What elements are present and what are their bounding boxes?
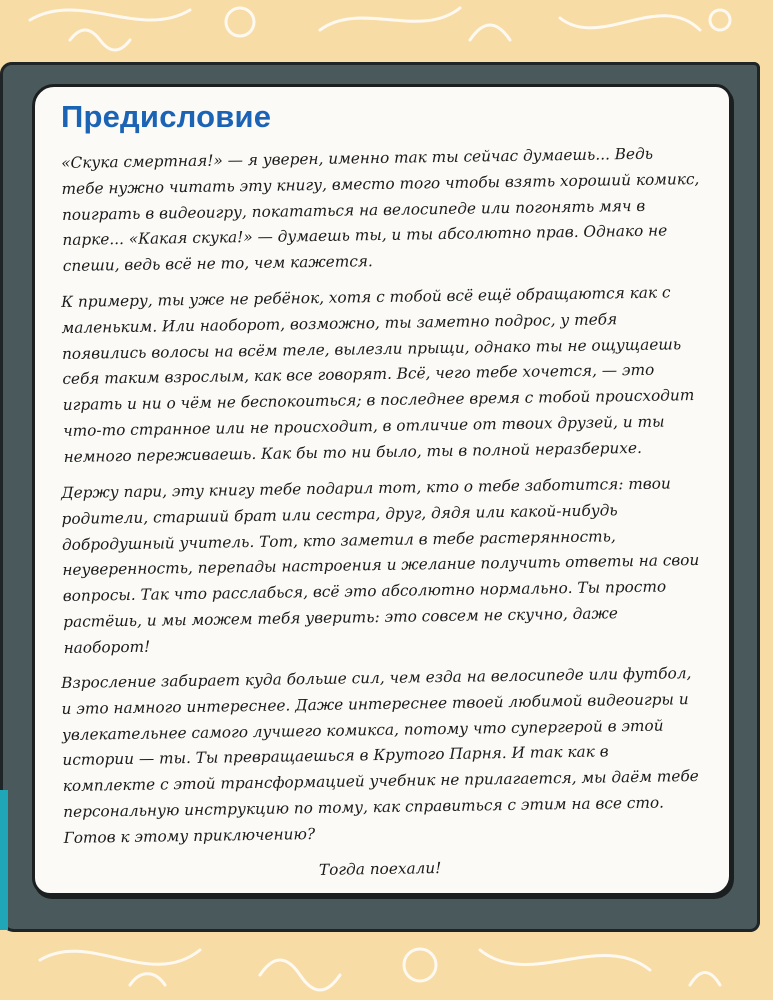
closing-line: Тогда поехали! [318,858,442,879]
paragraph-3: Держу пари, эту книгу тебе подарил тот, кто о тебе заботится: твои родители, старший брат или сестра, друг, дядя или какой-нибудь добродушный учитель. Тот, кто заметил в тебе растерянность, неуверенность, перепады настроения и желание получить ответы на свои вопросы. Так что расслабься, всё это абсолютно нормально. Ты просто растёшь, и мы можем тебя уверить: это совсем не скучно, даже наоборот! [61,473,700,657]
paragraph-2: К примеру, ты уже не ребёнок, хотя с тобой всё ещё обращаются как с маленьким. Или наоборот, возможно, ты заметно подрос, у тебя появились волосы на всём теле, вылезли прыщи, однако ты не ощущаешь себя таким взрослым, как все говорят. Всё, чего тебе хочется, — это играть и ни о чём не беспокоиться; в последнее время с тобой происходит что-то странное или не происходит, в отличие от твоих друзей, и ты немного переживаешь. Как бы то ни было, ты в полной неразберихе. [61,283,695,466]
paragraph-4: Взросление забирает куда больше сил, чем езда на велосипеде или футбол, и это намного интереснее. Даже интереснее твоей любимой видеоигры и увлекательнее самого лучшего комикса, потому что супергерой в этой истории — ты. Ты превращаешься в Крутого Парня. И так как в комплекте с этой трансформацией учебник не прилагается, мы даём тебе персональную инструкцию по тому, как справиться с этим на все сто. Готов к этому приключению? [61,664,699,847]
paragraph-1: «Скука смертная!» — я уверен, именно так ты сейчас думаешь... Ведь тебе нужно читать эту книгу, вместо того чтобы взять хороший комикс, поиграть в видеоигру, покататься на велосипеде или погонять мяч в парке... «Какая скука!» — думаешь ты, и ты абсолютно прав. Однако не спеши, ведь всё не то, чем кажется. [61,144,700,276]
preface-paper [32,84,732,896]
teal-edge-decoration [0,790,8,930]
page-title: Предисловие [61,99,272,134]
